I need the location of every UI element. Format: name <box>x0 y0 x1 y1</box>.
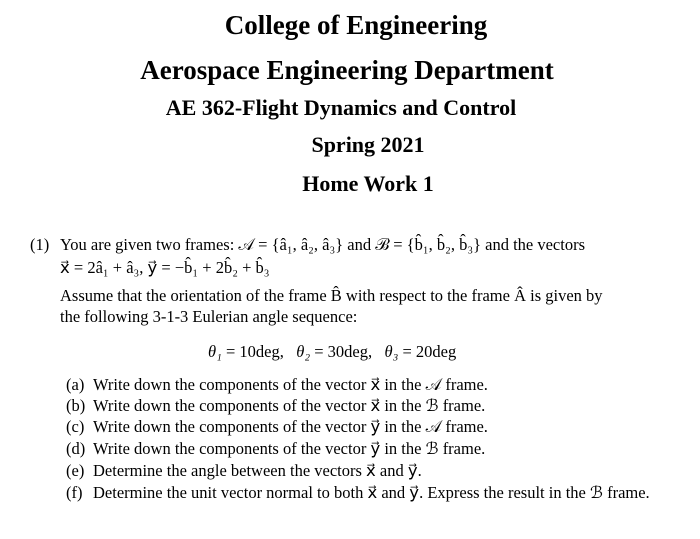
intro-text: You are given two frames: <box>60 235 235 254</box>
vector-y-expression: y⃗ = −b̂₁ + 2b̂₂ + b̂₃ <box>147 258 270 277</box>
part-b-text: Write down the components of the vector x⃗ in the ℬ frame. <box>93 396 486 415</box>
theta3-value: 20deg <box>415 342 457 361</box>
part-e-text: Determine the angle between the vectors x⃗ and y⃗. <box>93 461 422 480</box>
and-word: and <box>347 235 372 254</box>
theta1-value: 10deg <box>239 342 280 361</box>
theta2-value: 30deg <box>327 342 368 361</box>
part-f-text: Determine the unit vector normal to both x⃗ and y⃗. Express the result in the ℬ frame. <box>93 483 650 502</box>
theta1-symbol: θ₁ <box>208 342 222 361</box>
euler-angles-equation: θ₁ = 10deg, θ₂ = 30deg, θ₃ = 20deg <box>208 342 457 361</box>
vector-definitions: x⃗ = 2â₁ + â₃, y⃗ = −b̂₁ + 2b̂₂ + b̂₃ <box>60 258 270 277</box>
part-a-text: Write down the components of the vector x⃗ in the 𝒜 frame. <box>93 375 488 394</box>
part-c-text: Write down the components of the vector y⃗ in the 𝒜 frame. <box>93 417 488 436</box>
vector-x-expression: x⃗ = 2â₁ + â₃ <box>60 258 140 277</box>
frame-b-expression: ℬ = {b̂₁, b̂₂, b̂₃} <box>375 235 481 254</box>
assume-line-2: the following 3-1-3 Eulerian angle sequence: <box>60 307 358 326</box>
part-b-label: (b) <box>66 396 86 415</box>
part-a-label: (a) <box>66 375 85 394</box>
part-f-label: (f) <box>66 483 83 502</box>
course-title: AE 362-Flight Dynamics and Control <box>165 95 517 120</box>
part-c-label: (c) <box>66 417 85 436</box>
college-title: College of Engineering <box>224 10 488 40</box>
frame-a-expression: 𝒜 = {â₁, â₂, â₃} <box>238 235 344 254</box>
problem-intro-line <box>60 234 585 255</box>
problem-number: (1) <box>30 235 50 254</box>
department-title: Aerospace Engineering Department <box>140 55 554 85</box>
part-d-text: Write down the components of the vector y⃗ in the ℬ frame. <box>93 439 486 458</box>
part-d-label: (d) <box>66 439 86 458</box>
part-e-label: (e) <box>66 461 85 480</box>
assignment-title: Home Work 1 <box>302 171 434 196</box>
term-title: Spring 2021 <box>311 132 425 157</box>
assume-line-1: Assume that the orientation of the frame B̂ with respect to the frame Â is given by <box>60 286 603 305</box>
theta3-symbol: θ₃ <box>384 342 399 361</box>
vectors-text: and the vectors <box>485 235 586 254</box>
theta2-symbol: θ₂ <box>296 342 311 361</box>
